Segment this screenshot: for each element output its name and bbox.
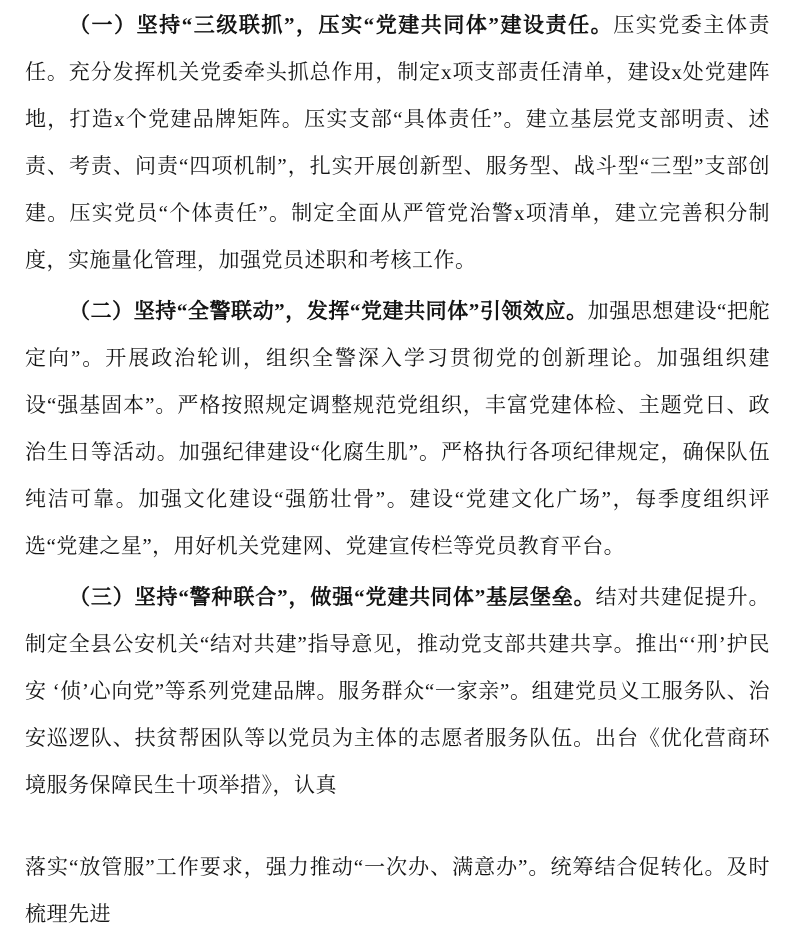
paragraph-1 bbox=[25, 2, 770, 284]
paragraph-3-body: 结对共建促提升。制定全县公安机关“结对共建”指导意见，推动党支部共建共享。推出“‘刑’护民安 ‘侦’心向党”等系列党建品牌。服务群众“一家亲”。组建党员义工服务队、治安巡逻队、扶贫帮困队等以党员为主体的志愿者服务队伍。出台《优化营商环境服务保障民生十项举措》，认真 bbox=[25, 585, 770, 797]
paragraph-3 bbox=[25, 574, 770, 809]
paragraph-2-lead: （二）坚持“全警联动”，发挥“党建共同体”引领效应。 bbox=[69, 299, 588, 323]
paragraph-3-continuation bbox=[25, 844, 770, 938]
paragraph-1-lead: （一）坚持“三级联抓”，压实“党建共同体”建设责任。 bbox=[69, 13, 614, 37]
paragraph-1-body: 压实党委主体责任。充分发挥机关党委牵头抓总作用，制定x项支部责任清单，建设x处党建阵地，打造x个党建品牌矩阵。压实支部“具体责任”。建立基层党支部明责、述责、考责、问责“四项机制”，扎实开展创新型、服务型、战斗型“三型”支部创建。压实党员“个体责任”。制定全面从严管党治警x项清单，建立完善积分制度，实施量化管理，加强党员述职和考核工作。 bbox=[25, 13, 770, 272]
paragraph-3-lead: （三）坚持“警种联合”，做强“党建共同体”基层堡垒。 bbox=[69, 585, 596, 609]
paragraph-2-body: 加强思想建设“把舵定向”。开展政治轮训，组织全警深入学习贯彻党的创新理论。加强组织建设“强基固本”。严格按照规定调整规范党组织，丰富党建体检、主题党日、政治生日等活动。加强纪律建设“化腐生肌”。严格执行各项纪律规定，确保队伍纯洁可靠。加强文化建设“强筋壮骨”。建设“党建文化广场”，每季度组织评选“党建之星”，用好机关党建网、党建宣传栏等党员教育平台。 bbox=[25, 299, 771, 558]
paragraph-3-continuation-text: 落实“放管服”工作要求，强力推动“一次办、满意办”。统筹结合促转化。及时梳理先进 bbox=[25, 855, 770, 926]
paragraph-2 bbox=[25, 288, 770, 570]
